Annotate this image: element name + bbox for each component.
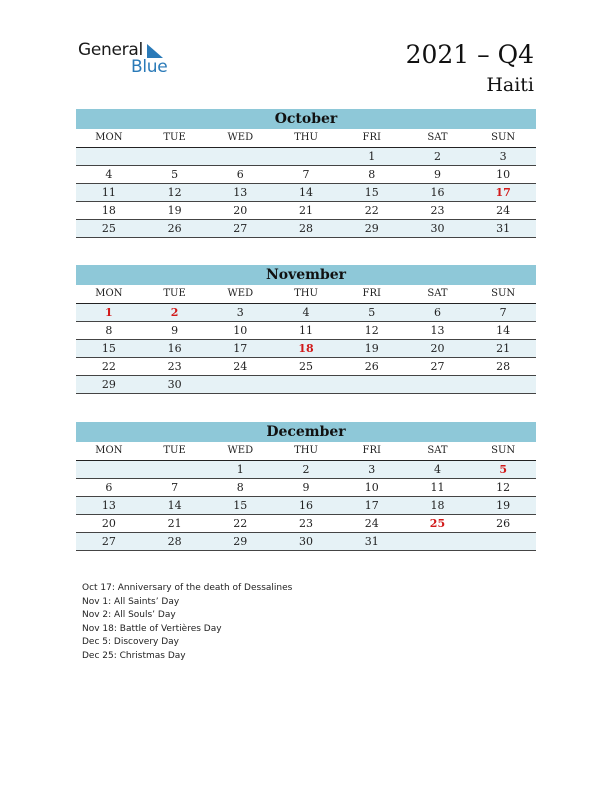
week-row: [76, 220, 536, 238]
holiday-note: Nov 2: All Souls’ Day: [82, 610, 176, 621]
week-row: [76, 533, 536, 551]
day-cell: 2: [302, 463, 310, 476]
day-cell: 23: [430, 204, 445, 217]
day-cell: 17: [233, 342, 248, 355]
day-cell: [470, 376, 536, 393]
weekday-label: FRI: [362, 445, 381, 456]
day-cell: 5: [499, 463, 507, 476]
day-cell: 15: [233, 499, 248, 512]
weekday-label: WED: [227, 445, 254, 456]
day-cell: 4: [105, 168, 113, 181]
week-row: [76, 461, 536, 479]
holiday-notes: [82, 582, 292, 664]
day-cell: 24: [496, 204, 511, 217]
day-cell: 13: [430, 324, 445, 337]
week-row: [76, 322, 536, 340]
day-cell: 18: [101, 204, 116, 217]
day-cell: 13: [233, 186, 248, 199]
day-cell: 20: [233, 204, 248, 217]
holiday-note: Dec 25: Christmas Day: [82, 650, 186, 661]
day-cell: 29: [364, 222, 379, 235]
day-cell: 30: [299, 535, 314, 548]
day-cell: 3: [499, 150, 507, 163]
day-cell: 5: [368, 306, 376, 319]
day-cell: 4: [433, 463, 441, 476]
day-cell: [405, 376, 471, 393]
weekday-header-row: [76, 442, 536, 461]
weekday-label: SAT: [427, 445, 448, 456]
page-title: 2021 – Q4: [405, 40, 534, 69]
day-cell: 12: [364, 324, 379, 337]
day-cell: 12: [496, 481, 511, 494]
holiday-note: Nov 18: Battle of Vertières Day: [82, 623, 222, 634]
logo-text-blue: Blue: [131, 57, 168, 77]
day-cell: 16: [430, 186, 445, 199]
day-cell: 6: [236, 168, 244, 181]
day-cell: 2: [170, 306, 179, 319]
day-cell: 11: [299, 324, 314, 337]
week-row: [76, 376, 536, 394]
day-cell: [76, 461, 142, 478]
month-title: November: [76, 265, 536, 285]
day-cell: 21: [299, 204, 314, 217]
day-cell: 22: [101, 360, 116, 373]
logo-text-general: General: [78, 40, 143, 60]
month-title: October: [76, 109, 536, 129]
month-title: December: [76, 422, 536, 442]
month-october: [76, 109, 536, 238]
day-cell: 27: [101, 535, 116, 548]
weekday-label: SAT: [427, 132, 448, 143]
day-cell: 22: [233, 517, 248, 530]
week-row: [76, 358, 536, 376]
day-cell: [405, 533, 471, 550]
weekday-label: TUE: [163, 445, 186, 456]
weekday-label: TUE: [163, 132, 186, 143]
day-cell: 10: [364, 481, 379, 494]
day-cell: 15: [364, 186, 379, 199]
week-row: [76, 184, 536, 202]
day-cell: 27: [430, 360, 445, 373]
logo-triangle-icon: [147, 44, 163, 58]
weekday-label: SAT: [427, 288, 448, 299]
weekday-label: SUN: [491, 132, 516, 143]
weekday-label: SUN: [491, 288, 516, 299]
logo: [78, 40, 188, 80]
week-row: [76, 340, 536, 358]
day-cell: 19: [167, 204, 182, 217]
weekday-label: WED: [227, 132, 254, 143]
month-december: [76, 422, 536, 551]
day-cell: 15: [101, 342, 116, 355]
day-cell: 2: [433, 150, 441, 163]
day-cell: [470, 533, 536, 550]
day-cell: 28: [496, 360, 511, 373]
day-cell: 8: [368, 168, 376, 181]
day-cell: 13: [101, 499, 116, 512]
holiday-note: Dec 5: Discovery Day: [82, 637, 179, 648]
week-row: [76, 148, 536, 166]
day-cell: 14: [167, 499, 182, 512]
day-cell: 17: [495, 186, 511, 199]
day-cell: 30: [167, 378, 182, 391]
day-cell: 9: [302, 481, 310, 494]
day-cell: 21: [167, 517, 182, 530]
day-cell: 1: [236, 463, 244, 476]
day-cell: 6: [433, 306, 441, 319]
weekday-label: SUN: [491, 445, 516, 456]
weekday-label: THU: [294, 445, 318, 456]
day-cell: 7: [171, 481, 179, 494]
day-cell: 24: [364, 517, 379, 530]
day-cell: 18: [430, 499, 445, 512]
weekday-label: THU: [294, 288, 318, 299]
day-cell: 7: [499, 306, 507, 319]
day-cell: 23: [167, 360, 182, 373]
day-cell: 6: [105, 481, 113, 494]
weekday-label: MON: [95, 288, 123, 299]
day-cell: 12: [167, 186, 182, 199]
day-cell: 27: [233, 222, 248, 235]
day-cell: 9: [433, 168, 441, 181]
day-cell: 17: [364, 499, 379, 512]
day-cell: 25: [429, 517, 446, 530]
weekday-label: TUE: [163, 288, 186, 299]
weekday-label: FRI: [362, 288, 381, 299]
week-row: [76, 202, 536, 220]
day-cell: 3: [368, 463, 376, 476]
weekday-label: MON: [95, 445, 123, 456]
day-cell: 4: [302, 306, 310, 319]
day-cell: 21: [496, 342, 511, 355]
day-cell: 9: [171, 324, 179, 337]
weekday-label: THU: [294, 132, 318, 143]
day-cell: 26: [496, 517, 511, 530]
day-cell: 10: [496, 168, 511, 181]
week-row: [76, 515, 536, 533]
day-cell: 8: [236, 481, 244, 494]
day-cell: [273, 148, 339, 165]
day-cell: 8: [105, 324, 113, 337]
day-cell: 20: [430, 342, 445, 355]
day-cell: 16: [299, 499, 314, 512]
day-cell: 24: [233, 360, 248, 373]
country-name: Haiti: [486, 74, 534, 96]
day-cell: 14: [496, 324, 511, 337]
day-cell: 5: [171, 168, 179, 181]
day-cell: [207, 376, 273, 393]
day-cell: 30: [430, 222, 445, 235]
day-cell: 26: [364, 360, 379, 373]
week-row: [76, 497, 536, 515]
day-cell: 28: [167, 535, 182, 548]
day-cell: 23: [299, 517, 314, 530]
day-cell: [142, 461, 208, 478]
weekday-label: WED: [227, 288, 254, 299]
day-cell: 19: [496, 499, 511, 512]
weekday-header-row: [76, 285, 536, 304]
day-cell: 16: [167, 342, 182, 355]
day-cell: 10: [233, 324, 248, 337]
day-cell: 18: [298, 342, 314, 355]
day-cell: 20: [101, 517, 116, 530]
day-cell: 29: [233, 535, 248, 548]
holiday-note: Nov 1: All Saints’ Day: [82, 596, 180, 607]
day-cell: 3: [236, 306, 244, 319]
day-cell: 1: [105, 306, 113, 319]
day-cell: 19: [364, 342, 379, 355]
day-cell: [76, 148, 142, 165]
weekday-label: FRI: [362, 132, 381, 143]
day-cell: 11: [430, 481, 445, 494]
day-cell: 26: [167, 222, 182, 235]
day-cell: 28: [299, 222, 314, 235]
month-november: [76, 265, 536, 394]
day-cell: 25: [101, 222, 116, 235]
day-cell: [273, 376, 339, 393]
day-cell: [142, 148, 208, 165]
day-cell: 11: [101, 186, 116, 199]
day-cell: 31: [364, 535, 379, 548]
day-cell: 1: [368, 150, 376, 163]
week-row: [76, 304, 536, 322]
week-row: [76, 479, 536, 497]
day-cell: 31: [496, 222, 511, 235]
day-cell: 14: [299, 186, 314, 199]
weekday-header-row: [76, 129, 536, 148]
day-cell: 22: [364, 204, 379, 217]
day-cell: [339, 376, 405, 393]
week-row: [76, 166, 536, 184]
weekday-label: MON: [95, 132, 123, 143]
day-cell: 7: [302, 168, 310, 181]
day-cell: 29: [101, 378, 116, 391]
holiday-note: Oct 17: Anniversary of the death of Dessalines: [82, 583, 293, 593]
day-cell: 25: [299, 360, 314, 373]
day-cell: [207, 148, 273, 165]
